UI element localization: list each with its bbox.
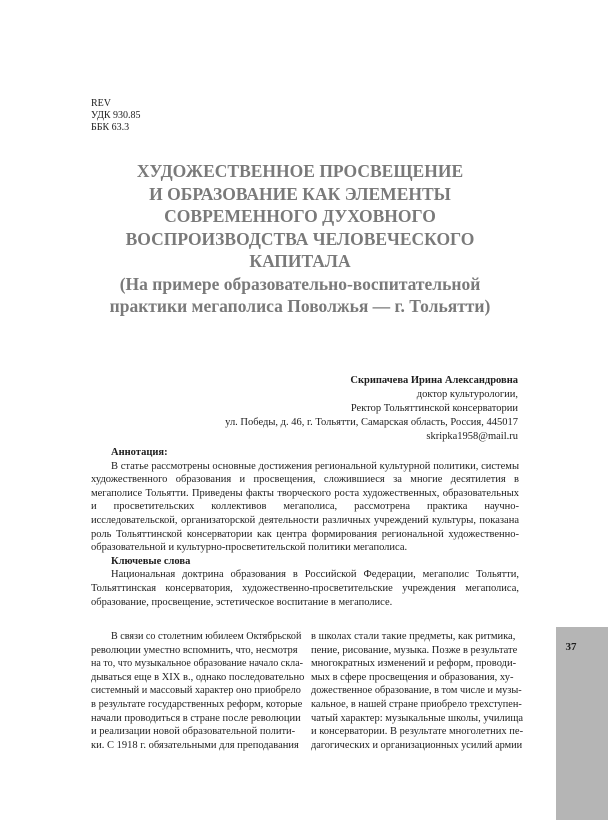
udk-code: УДК 930.85 [91, 110, 141, 121]
author-name: Скрипачева Ирина Александровна [350, 375, 518, 386]
body-line: ки. С 1918 г. обязательными для преподавания [91, 739, 299, 751]
body-line: в результате государственных реформ, которые [91, 698, 303, 710]
body-line: системный и массовый характер оно приобрело [91, 685, 301, 697]
body-line: кальное, в нашей стране приобрело трехступен- [311, 698, 522, 710]
body-line: революции уместно вспомнить, что, несмотря [91, 644, 298, 656]
body-line: многократных изменений и реформ, проводи- [311, 658, 517, 670]
page-side-tab [556, 627, 608, 820]
subtitle-line: (На примере образовательно-воспитательной [119, 273, 481, 294]
title-line: ВОСПРОИЗВОДСТВА ЧЕЛОВЕЧЕСКОГО [125, 228, 475, 249]
body-line: В связи со столетним юбилеем Октябрьской [111, 631, 302, 642]
body-line: пение, рисование, музыка. Позже в результате [311, 644, 518, 656]
title-line: СОВРЕМЕННОГО ДУХОВНОГО [164, 206, 436, 226]
author-email: skripka1958@mail.ru [426, 431, 518, 442]
author-degree: доктор культурологии, [416, 389, 518, 400]
page-number: 37 [565, 641, 577, 653]
author-block [225, 374, 518, 444]
author-address: ул. Победы, д. 46, г. Тольятти, Самарская область, Россия, 445017 [225, 417, 518, 428]
body-line: дываться еще в XIX в., однако последовательно [91, 671, 305, 683]
body-line: чатый характер: музыкальные школы, училища [311, 712, 524, 724]
body-line: дожественное образование, в том числе и музы- [311, 685, 522, 697]
body-line: начали проводиться в стране после революции [91, 712, 301, 724]
subtitle-line: практики мегаполиса Поволжья — г. Тольятти) [109, 296, 491, 316]
body-line: и реализации новой образовательной полити- [91, 726, 296, 738]
abstract-section [91, 446, 519, 609]
body-line: в школах стали такие предметы, как ритмика, [311, 631, 516, 642]
article-title [60, 160, 540, 318]
body-line: мых в сфере просвещения и образования, ху- [311, 671, 514, 683]
title-line: ХУДОЖЕСТВЕННОЕ ПРОСВЕЩЕНИЕ [136, 161, 464, 181]
annotation-heading: Аннотация: [111, 447, 168, 458]
keywords-text: Национальная доктрина образования в Российской Федерации, мегаполис Тольятти, Тольяттинская консерватория, художественно-просветительские учреждения мегаполиса, образование, просвещение, эстетическое воспитание в мегаполисе. [91, 569, 519, 608]
title-line: КАПИТАЛА [249, 251, 351, 271]
body-line: и консерватории. В результате многолетних пе- [311, 726, 524, 738]
author-position: Ректор Тольяттинской консерватории [350, 403, 518, 414]
bbk-code: ББК 63.3 [91, 122, 130, 133]
body-line: дагогических и организационных усилий армии [311, 739, 523, 751]
body-column-right [311, 630, 523, 752]
classification-codes [91, 98, 141, 134]
body-column-left [91, 630, 303, 752]
title-line: И ОБРАЗОВАНИЕ КАК ЭЛЕМЕНТЫ [149, 183, 451, 204]
body-line: на то, что музыкальное образование начало скла- [91, 658, 304, 670]
rev-code: REV [91, 98, 111, 109]
keywords-heading: Ключевые слова [111, 555, 191, 567]
annotation-text: В статье рассмотрены основные достижения региональной культурной политики, системы художественного образования и просвещения, сложившиеся за многие десятилетия в мегаполисе Тольятти. Приведены факты творческого роста художественных, образовательных и просветительских коллективов мегаполиса, рассмотрена практика научно-исследовательской, организаторской деятельности различных учреждений культуры, показана роль Тольяттинской консерватории как центра формирования региональной художественно-образовательной и культурно-просветительской политики мегаполиса. [91, 460, 519, 554]
